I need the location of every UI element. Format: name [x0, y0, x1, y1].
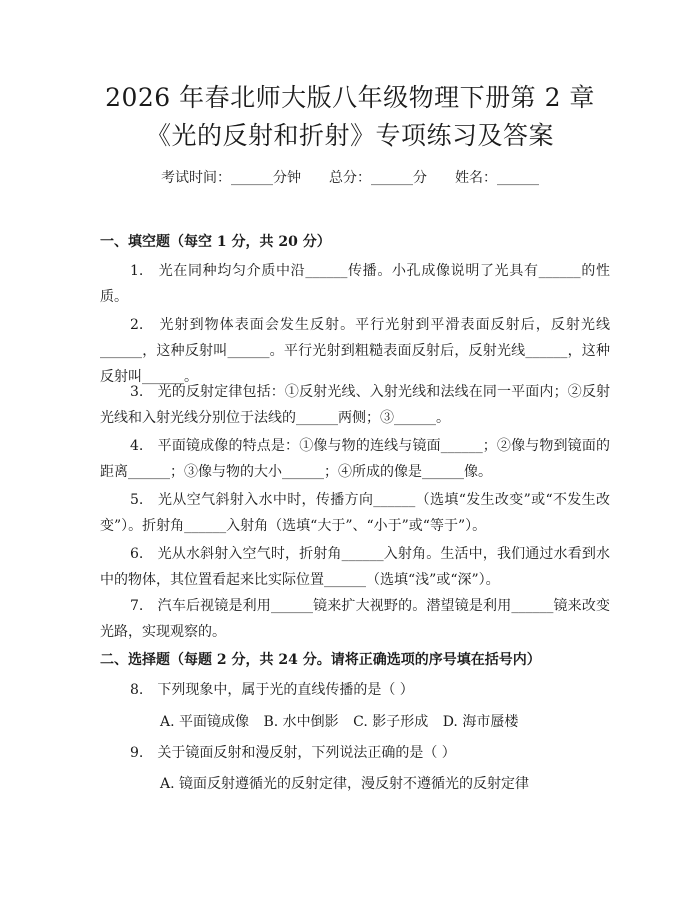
question-1: 1. 光在同种均匀介质中沿______传播。小孔成像说明了光具有______的性质。: [100, 263, 610, 305]
section-heading-fill-in: 一、填空题（每空 1 分，共 20 分）: [100, 234, 331, 250]
question-6: 6. 光从水斜射入空气时，折射角______入射角。生活中，我们通过水看到水中的物体，其位置看起来比实际位置______（选填“浅”或“深”）。: [100, 546, 610, 588]
document-title-line-2: 《光的反射和折射》专项练习及答案: [145, 121, 554, 150]
question-8-options: [160, 712, 620, 732]
question-8: 8. 下列现象中，属于光的直线传播的是（ ）: [130, 682, 414, 698]
exam-info-row: [0, 168, 700, 188]
exam-time-field: 考试时间：______分钟: [161, 170, 301, 186]
exam-score-field: 总分：______分: [329, 170, 427, 186]
question-9-option-a: A. 镜面反射遵循光的反射定律，漫反射不遵循光的反射定律: [160, 776, 530, 792]
question-5: 5. 光从空气斜射入水中时，传播方向______（选填“发生改变”或“不发生改变”）。折射角______入射角（选填“大于”、“小于”或“等于”）。: [100, 492, 610, 534]
question-3: 3. 光的反射定律包括：①反射光线、入射光线和法线在同一平面内；②反射光线和入射光线分别位于法线的______两侧；③______。: [100, 384, 610, 426]
question-4: 4. 平面镜成像的特点是：①像与物的连线与镜面______；②像与物到镜面的距离______；③像与物的大小______；④所成的像是______像。: [100, 438, 610, 480]
question-2: 2. 光射到物体表面会发生反射。平行光射到平滑表面反射后，反射光线______，这种反射叫______。平行光射到粗糙表面反射后，反射光线______，这种反射叫______。: [100, 317, 610, 385]
option-b: B. 水中倒影: [263, 714, 339, 730]
question-9: 9. 关于镜面反射和漫反射，下列说法正确的是（ ）: [130, 745, 456, 761]
option-d: D. 海市蜃楼: [442, 714, 519, 730]
document-title-line-1: 2026 年春北师大版八年级物理下册第 2 章: [105, 83, 595, 112]
option-a: A. 平面镜成像: [160, 714, 250, 730]
option-c: C. 影子形成: [353, 714, 429, 730]
question-7: 7. 汽车后视镜是利用______镜来扩大视野的。潜望镜是利用______镜来改变光路，实现观察的。: [100, 598, 610, 640]
section-heading-multiple-choice: 二、选择题（每题 2 分，共 24 分。请将正确选项的序号填在括号内）: [100, 652, 541, 668]
student-name-field: 姓名：______: [455, 170, 539, 186]
